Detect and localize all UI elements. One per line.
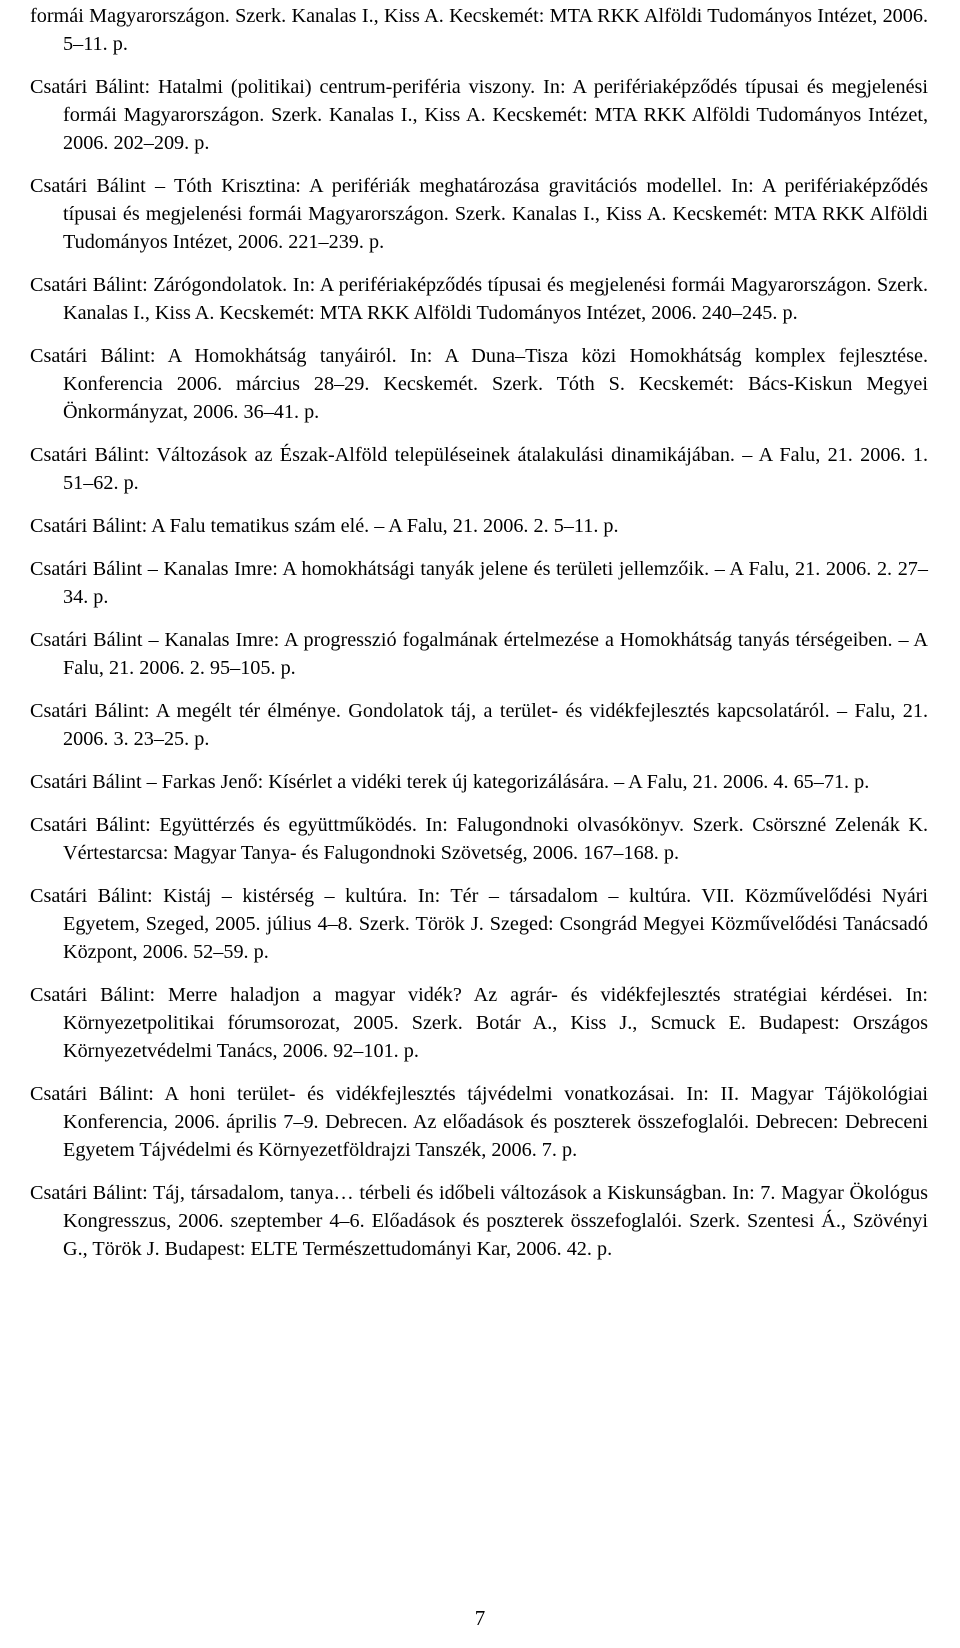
reference-entry: Csatári Bálint: Együttérzés és együttműködés. In: Falugondnoki olvasókönyv. Szerk. Csörszné Zelenák K. Vértestarcsa: Magyar Tanya- és Falugondnoki Szövetség, 2006. 167–168. p. <box>30 814 928 864</box>
reference-entry: Csatári Bálint: Táj, társadalom, tanya… térbeli és időbeli változások a Kiskunságban. In: 7. Magyar Ökológus Kongresszus, 2006. szeptember 4–6. Előadások és poszterek összefoglalói. Szerk. Szentesi Á., Szövényi G., Török J. Budapest: ELTE Természettudományi Kar, 2006. 42. p. <box>30 1182 928 1260</box>
reference-entry: Csatári Bálint: A honi terület- és vidékfejlesztés tájvédelmi vonatkozásai. In: II. Magyar Tájökológiai Konferencia, 2006. április 7–9. Debrecen. Az előadások és poszterek összefoglalói. Debrecen: Debreceni Egyetem Tájvédelmi és Környezetföldrajzi Tanszék, 2006. 7. p. <box>30 1083 928 1161</box>
reference-entry: Csatári Bálint – Tóth Krisztina: A perifériák meghatározása gravitációs modellel. In: A perifériaképződés típusai és megjelenési formái Magyarországon. Szerk. Kanalas I., Kiss A. Kecskemét: MTA RKK Alföldi Tudományos Intézet, 2006. 221–239. p. <box>30 175 928 253</box>
reference-entry: Csatári Bálint – Kanalas Imre: A homokhátsági tanyák jelene és területi jellemzőik. – A Falu, 21. 2006. 2. 27–34. p. <box>30 558 928 608</box>
reference-list <box>30 2 928 1278</box>
reference-entry: formái Magyarországon. Szerk. Kanalas I., Kiss A. Kecskemét: MTA RKK Alföldi Tudományos Intézet, 2006. 5–11. p. <box>30 5 928 55</box>
reference-entry: Csatári Bálint: Hatalmi (politikai) centrum-periféria viszony. In: A perifériaképződés típusai és megjelenési formái Magyarországon. Szerk. Kanalas I., Kiss A. Kecskemét: MTA RKK Alföldi Tudományos Intézet, 2006. 202–209. p. <box>30 76 928 154</box>
reference-entry: Csatári Bálint: Zárógondolatok. In: A perifériaképződés típusai és megjelenési formái Magyarországon. Szerk. Kanalas I., Kiss A. Kecskemét: MTA RKK Alföldi Tudományos Intézet, 2006. 240–245. p. <box>30 274 928 324</box>
page-number: 7 <box>474 1606 486 1630</box>
reference-entry: Csatári Bálint: Változások az Észak-Alföld településeinek átalakulási dinamikájában. – A Falu, 21. 2006. 1. 51–62. p. <box>30 444 928 494</box>
reference-entry: Csatári Bálint: A Falu tematikus szám elé. – A Falu, 21. 2006. 2. 5–11. p. <box>30 515 619 537</box>
reference-entry: Csatári Bálint: Kistáj – kistérség – kultúra. In: Tér – társadalom – kultúra. VII. Közművelődési Nyári Egyetem, Szeged, 2005. július 4–8. Szerk. Török J. Szeged: Csongrád Megyei Közművelődési Tanácsadó Központ, 2006. 52–59. p. <box>30 885 928 963</box>
reference-entry: Csatári Bálint – Kanalas Imre: A progresszió fogalmának értelmezése a Homokhátság tanyás térségeiben. – A Falu, 21. 2006. 2. 95–105. p. <box>30 629 928 679</box>
reference-entry: Csatári Bálint: Merre haladjon a magyar vidék? Az agrár- és vidékfejlesztés stratégiai kérdései. In: Környezetpolitikai fórumsorozat, 2005. Szerk. Botár A., Kiss J., Scmuck E. Budapest: Országos Környezetvédelmi Tanács, 2006. 92–101. p. <box>30 984 928 1062</box>
reference-entry: Csatári Bálint: A Homokhátság tanyáiról. In: A Duna–Tisza közi Homokhátság komplex fejlesztése. Konferencia 2006. március 28–29. Kecskemét. Szerk. Tóth S. Kecskemét: Bács-Kiskun Megyei Önkormányzat, 2006. 36–41. p. <box>30 345 928 423</box>
reference-entry: Csatári Bálint: A megélt tér élménye. Gondolatok táj, a terület- és vidékfejlesztés kapcsolatáról. – Falu, 21. 2006. 3. 23–25. p. <box>30 700 928 750</box>
reference-entry: Csatári Bálint – Farkas Jenő: Kísérlet a vidéki terek új kategorizálására. – A Falu, 21. 2006. 4. 65–71. p. <box>30 771 870 793</box>
